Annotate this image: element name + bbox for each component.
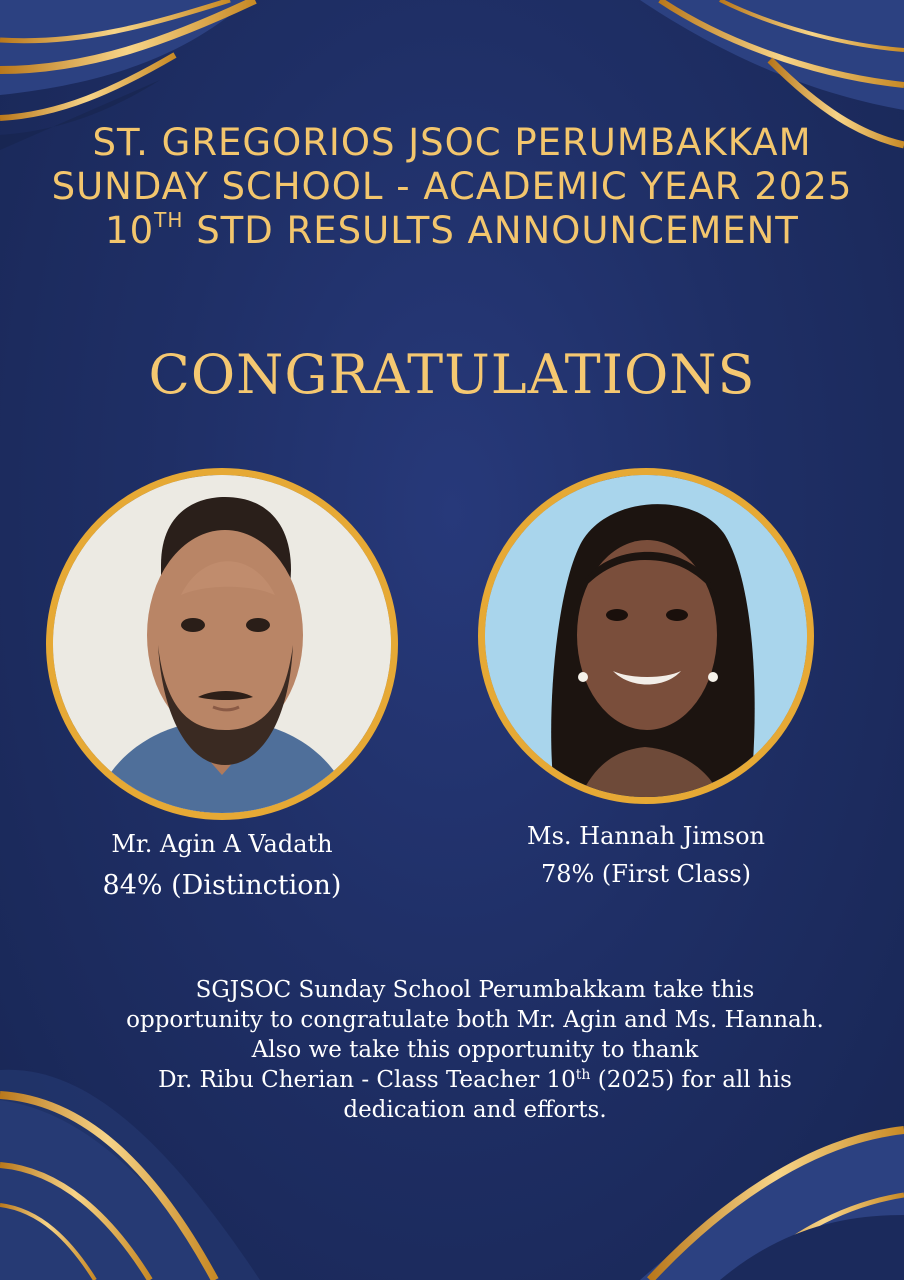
- header-line-3: 10TH STD RESULTS ANNOUNCEMENT: [105, 208, 799, 252]
- message-line-2: opportunity to congratulate both Mr. Agin and Ms. Hannah.: [126, 1007, 824, 1033]
- message-line-5: dedication and efforts.: [343, 1097, 607, 1123]
- message-line-4: Dr. Ribu Cherian - Class Teacher 10th (2025) for all his: [158, 1067, 792, 1093]
- portrait-woman-image: [485, 475, 807, 797]
- congratulations-title: CONGRATULATIONS: [148, 343, 756, 406]
- header-line-2: SUNDAY SCHOOL - ACADEMIC YEAR 2025: [51, 165, 853, 208]
- message-line-3: Also we take this opportunity to thank: [251, 1037, 699, 1063]
- student-result-hannah: 78% (First Class): [540, 860, 752, 888]
- message-line-1: SGJSOC Sunday School Perumbakkam take this: [195, 977, 755, 1003]
- student-result-agin: 84% (Distinction): [102, 870, 342, 901]
- student-photo-agin: [46, 468, 398, 820]
- student-photo-hannah: [478, 468, 814, 804]
- portrait-man-image: [53, 475, 391, 813]
- header-line-1: ST. GREGORIOS JSOC PERUMBAKKAM: [92, 121, 812, 164]
- thank-you-message: [100, 975, 850, 1125]
- student-name-hannah: Ms. Hannah Jimson: [527, 822, 765, 850]
- student-name-agin: Mr. Agin A Vadath: [111, 830, 333, 858]
